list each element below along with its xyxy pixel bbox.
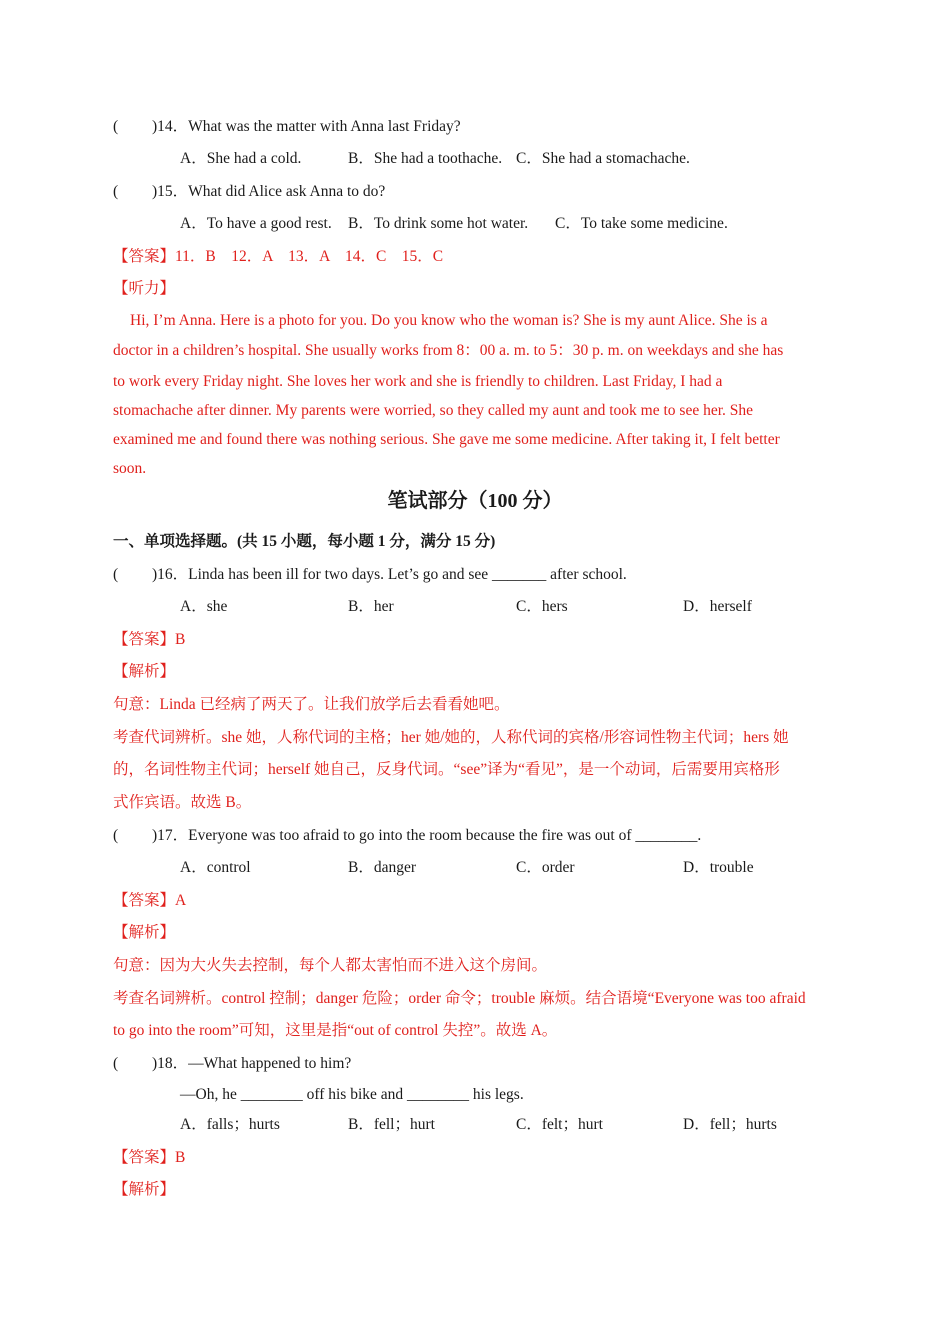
q18-option-a: A．falls；hurts [180,1116,280,1133]
listening-line-2: doctor in a children’s hospital. She usually works from 8：00 a. m. to 5：30 p. m. on weekdays and she has [113,342,784,359]
q17-analysis-line-2: 考查名词辨析。control 控制；danger 危险；order 命令；trouble 麻烦。结合语境“Everyone was too afraid [113,990,806,1007]
q18-analysis-label: 【解析】 [113,1181,176,1198]
q18-answer: 【答案】B [113,1149,186,1166]
listening-line-5: examined me and found there was nothing serious. She gave me some medicine. After taking it, I felt better [113,431,780,448]
answer-blank-16: ( [113,566,119,583]
q18-option-d: D．fell；hurts [683,1116,777,1133]
q15-option-a: A．To have a good rest. [180,215,332,232]
listening-line-4: stomachache after dinner. My parents were worried, so they called my aunt and took me to see her. She [113,402,754,419]
question-15-stem: )15．What did Alice ask Anna to do? [152,183,386,200]
q18-option-b: B．fell；hurt [348,1116,435,1133]
q17-analysis-label: 【解析】 [113,924,176,941]
q14-option-b: B．She had a toothache. [348,150,503,167]
q14-option-a: A．She had a cold. [180,150,302,167]
q16-option-a: A．she [180,598,228,615]
q16-option-d: D．herself [683,598,752,615]
question-18-stem: )18．—What happened to him? [152,1055,352,1072]
listening-line-6: soon. [113,460,147,477]
part1-heading: 一、单项选择题。(共 15 小题，每小题 1 分，满分 15 分) [113,533,496,550]
listening-line-1: Hi, I’m Anna. Here is a photo for you. Do you know who the woman is? She is my aunt Alice. She is a [130,312,768,329]
q17-option-a: A．control [180,859,251,876]
q16-analysis-line-1: 句意：Linda 已经病了两天了。让我们放学后去看看她吧。 [113,696,510,713]
q16-analysis-line-2: 考查代词辨析。she 她，人称代词的主格；her 她/她的，人称代词的宾格/形容词性物主代词；hers 她 [113,729,789,746]
answer-blank-15: ( [113,183,119,200]
q15-option-c: C．To take some medicine. [555,215,728,232]
q17-option-c: C．order [516,859,575,876]
answers-11-15: 【答案】11．B 12．A 13．A 14．C 15．C [113,248,444,265]
q17-option-b: B．danger [348,859,417,876]
q17-analysis-line-1: 句意：因为大火失去控制，每个人都太害怕而不进入这个房间。 [113,957,548,974]
q17-answer: 【答案】A [113,892,187,909]
q16-analysis-line-3: 的，名词性物主代词；herself 她自己，反身代词。“see”译为“看见”，是一个动词，后需要用宾格形 [113,761,780,778]
q17-option-d: D．trouble [683,859,754,876]
q14-option-c: C．She had a stomachache. [516,150,690,167]
listening-line-3: to work every Friday night. She loves her work and she is friendly to children. Last Friday, I had a [113,373,723,390]
question-18-line-2: —Oh, he ________ off his bike and ________ his legs. [180,1086,524,1103]
section-title: 笔试部分（100 分） [387,490,563,512]
q16-option-c: C．hers [516,598,568,615]
answer-blank-14: ( [113,118,119,135]
q15-option-b: B．To drink some hot water. [348,215,529,232]
answer-blank-18: ( [113,1055,119,1072]
question-16-stem: )16．Linda has been ill for two days. Let’s go and see _______ after school. [152,566,627,583]
listening-label: 【听力】 [113,280,176,297]
question-14-stem: )14．What was the matter with Anna last Friday? [152,118,461,135]
q16-analysis-label: 【解析】 [113,663,176,680]
q17-analysis-line-3: to go into the room”可知，这里是指“out of control 失控”。故选 A。 [113,1022,558,1039]
q16-analysis-line-4: 式作宾语。故选 B。 [113,794,252,811]
q16-option-b: B．her [348,598,394,615]
q18-option-c: C．felt；hurt [516,1116,603,1133]
question-17-stem: )17．Everyone was too afraid to go into the room because the fire was out of ________. [152,827,702,844]
answer-blank-17: ( [113,827,119,844]
q16-answer: 【答案】B [113,631,186,648]
